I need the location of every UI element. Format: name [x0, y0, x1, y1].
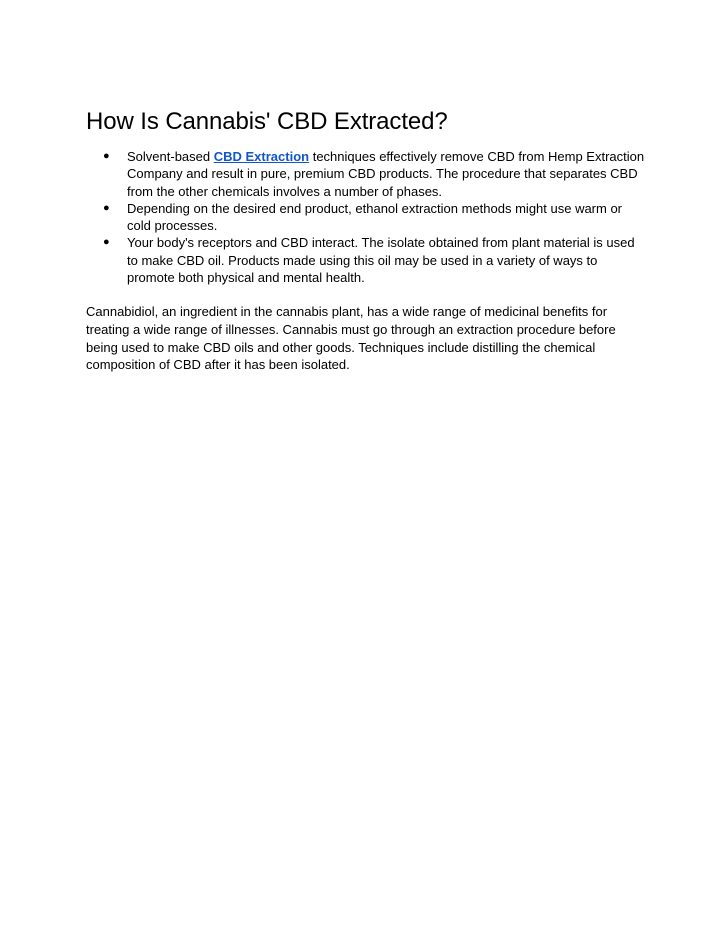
- bullet-text: Depending on the desired end product, ethanol extraction methods might use warm or cold processes.: [127, 200, 623, 234]
- list-item: [86, 234, 646, 286]
- document-title: How Is Cannabis' CBD Extracted?: [86, 108, 448, 135]
- document-content: [86, 106, 646, 374]
- bullet-list: [86, 148, 646, 286]
- bullet-icon: ●: [103, 150, 110, 162]
- list-item: [86, 200, 646, 235]
- list-item: [86, 148, 646, 200]
- body-paragraph: Cannabidiol, an ingredient in the cannabis plant, has a wide range of medicinal benefits for treating a wide range of illnesses. Cannabis must go through an extraction procedure before being used to make CBD oils and other goods. Techniques include distilling the chemical composition of CBD after it has been isolated.: [86, 304, 616, 373]
- bullet-icon: ●: [103, 236, 110, 249]
- cbd-extraction-link[interactable]: CBD Extraction: [213, 149, 310, 164]
- bullet-text-before-link: Solvent-based: [127, 149, 214, 164]
- bullet-text: Your body's receptors and CBD interact. The isolate obtained from plant material is used to make CBD oil. Products made using this oil may be used in a variety of ways to promote both physical and mental health.: [127, 235, 635, 286]
- bullet-icon: ●: [103, 201, 110, 214]
- bullet-text-after-link: techniques effectively remove CBD from Hemp Extraction Company and result in pure, premium CBD products. The procedure that separates CBD from the other chemicals involves a number of phases.: [127, 149, 645, 199]
